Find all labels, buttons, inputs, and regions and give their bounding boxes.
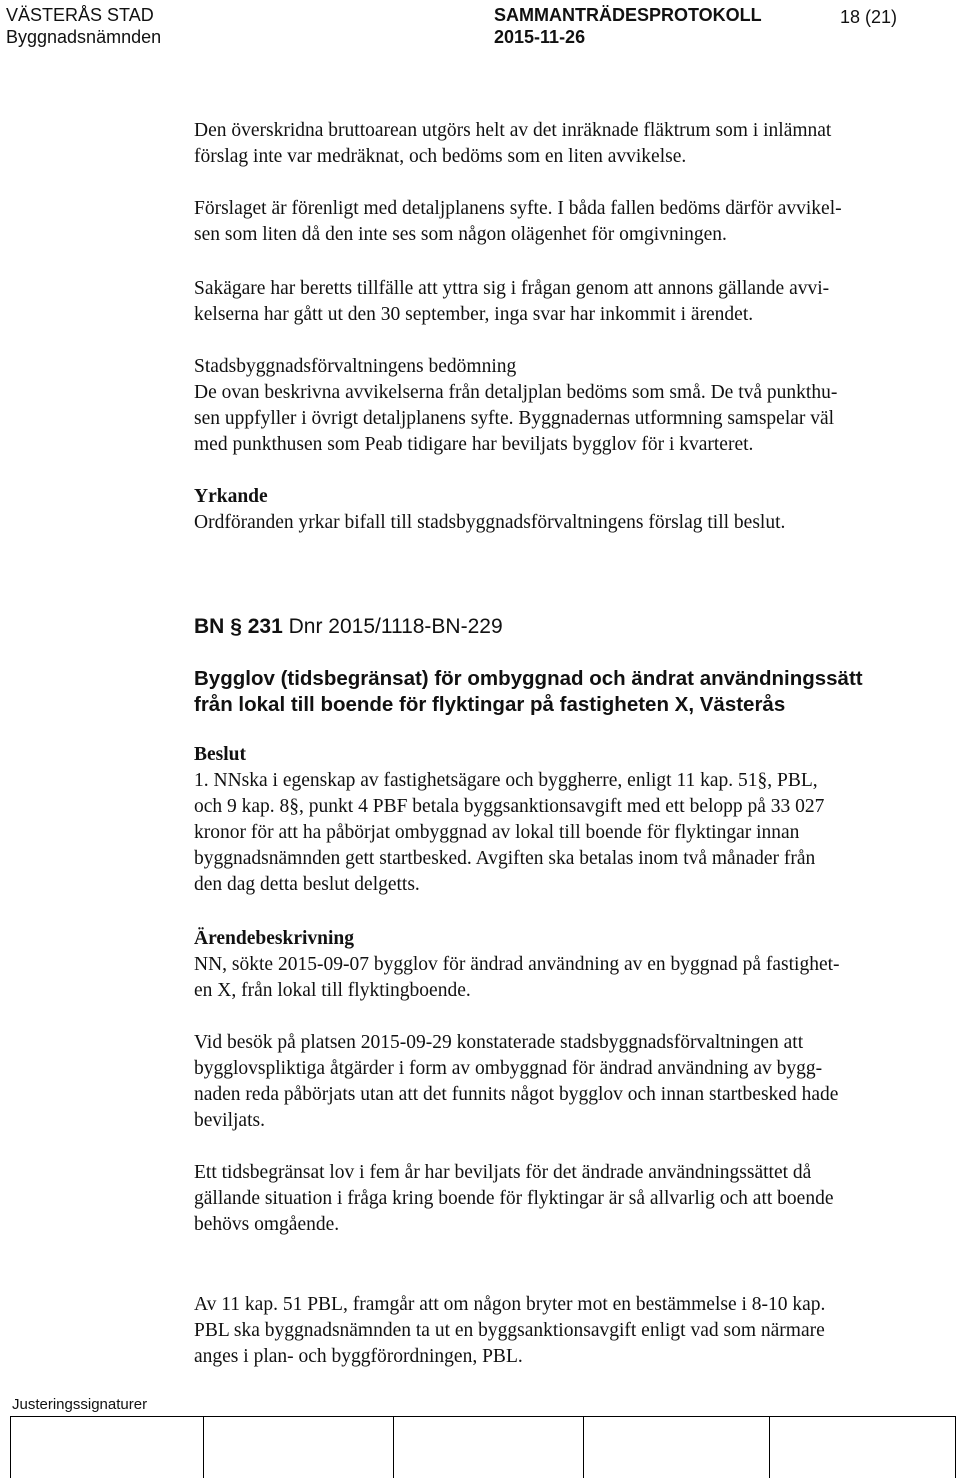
signature-cell	[583, 1417, 770, 1478]
org-name: VÄSTERÅS STAD	[6, 5, 154, 25]
signature-label: Justeringssignaturer	[12, 1396, 148, 1413]
section-sign: §	[230, 615, 242, 638]
paragraph-bruttoarea	[194, 118, 954, 170]
text-line: Av 11 kap. 51 PBL, framgår att om någon bryter mot en bestämmelse i 8-10 kap.	[194, 1294, 826, 1315]
text-line: kelserna har gått ut den 30 september, inga svar har inkommit i ärendet.	[194, 304, 754, 325]
section-subheading: Stadsbyggnadsförvaltningens bedömning	[194, 356, 517, 377]
paragraph-besok	[194, 1030, 954, 1134]
committee-name: Byggnadsnämnden	[6, 27, 162, 47]
signature-cell	[393, 1417, 584, 1478]
signature-cell	[203, 1417, 394, 1478]
paragraph-syfte	[194, 196, 954, 248]
text-line: naden reda påbörjats utan att det funnits något bygglov och innan startbesked hade	[194, 1084, 839, 1105]
text-line: bygglovspliktiga åtgärder i form av ombyggnad för ändrad användning av bygg-	[194, 1058, 823, 1079]
text-line: med punkthusen som Peab tidigare har beviljats bygglov för i kvarteret.	[194, 434, 754, 455]
meeting-date: 2015-11-26	[494, 27, 586, 47]
case-title-line-2: från lokal till boende för flyktingar på fastigheten X, Västerås	[194, 693, 786, 716]
dnr: Dnr 2015/1118-BN-229	[288, 615, 503, 638]
text-line: kronor för att ha påbörjat ombyggnad av lokal till boende för flyktingar innan	[194, 822, 800, 843]
case-number: 231	[247, 615, 283, 638]
text-line: Ett tidsbegränsat lov i fem år har beviljats för det ändrade användningssättet då	[194, 1162, 812, 1183]
paragraph-bedomning	[194, 354, 954, 458]
text-line: NN, sökte 2015-09-07 bygglov för ändrad användning av en byggnad på fastighet-	[194, 954, 840, 975]
bn-prefix: BN	[194, 615, 225, 638]
text-line: en X, från lokal till flyktingboende.	[194, 980, 471, 1001]
text-line: och 9 kap. 8§, punkt 4 PBF betala byggsanktionsavgift med ett belopp på 33 027	[194, 796, 825, 817]
text-line: anges i plan- och byggförordningen, PBL.	[194, 1346, 523, 1367]
beslut-text	[194, 768, 954, 898]
arendebeskrivning-heading: Ärendebeskrivning	[194, 928, 354, 949]
text-line: Ordföranden yrkar bifall till stadsbyggnadsförvaltningens förslag till beslut.	[194, 512, 786, 533]
text-line: byggnadsnämnden gett startbesked. Avgiften ska betalas inom två månader från	[194, 848, 816, 869]
arendebeskrivning-text	[194, 952, 954, 1004]
page-number: 18 (21)	[840, 7, 898, 27]
beslut-heading: Beslut	[194, 744, 247, 765]
case-title-line-1: Bygglov (tidsbegränsat) för ombyggnad och ändrat användningssätt	[194, 667, 863, 690]
text-line: Sakägare har beretts tillfälle att yttra sig i frågan genom att annons gällande avvi-	[194, 278, 830, 299]
text-line: De ovan beskrivna avvikelserna från detaljplan bedöms som små. De två punkthu-	[194, 382, 838, 403]
text-line: Den överskridna bruttoarean utgörs helt av det inräknade fläktrum som i inlämnat	[194, 120, 832, 141]
case-reference	[194, 614, 503, 640]
text-line: 1. NNska i egenskap av fastighetsägare och byggherre, enligt 11 kap. 51§, PBL,	[194, 770, 818, 791]
paragraph-sakagare	[194, 276, 954, 328]
text-line: PBL ska byggnadsnämnden ta ut en byggsanktionsavgift enligt vad som närmare	[194, 1320, 825, 1341]
text-line: sen uppfyller i övrigt detaljplanens syfte. Byggnadernas utformning samspelar väl	[194, 408, 835, 429]
text-line: Vid besök på platsen 2015-09-29 konstaterade stadsbyggnadsförvaltningen att	[194, 1032, 804, 1053]
text-line: den dag detta beslut delgetts.	[194, 874, 420, 895]
text-line: sen som liten då den inte ses som någon olägenhet för omgivningen.	[194, 224, 727, 245]
paragraph-tidsbegransat-lov	[194, 1160, 954, 1238]
text-line: förslag inte var medräknat, och bedöms som en liten avvikelse.	[194, 146, 687, 167]
yrkande-text	[194, 510, 954, 536]
yrkande-heading: Yrkande	[194, 486, 268, 507]
paragraph-11-kap	[194, 1292, 954, 1370]
signature-table	[10, 1416, 956, 1478]
text-line: Förslaget är förenligt med detaljplanens syfte. I båda fallen bedöms därför avvikel-	[194, 198, 842, 219]
text-line: beviljats.	[194, 1110, 265, 1131]
text-line: behövs omgående.	[194, 1214, 340, 1235]
signature-cell	[11, 1417, 204, 1478]
document-type: SAMMANTRÄDESPROTOKOLL	[494, 5, 762, 25]
text-line: gällande situation i fråga kring boende för flyktingar är så allvarlig och att boende	[194, 1188, 834, 1209]
